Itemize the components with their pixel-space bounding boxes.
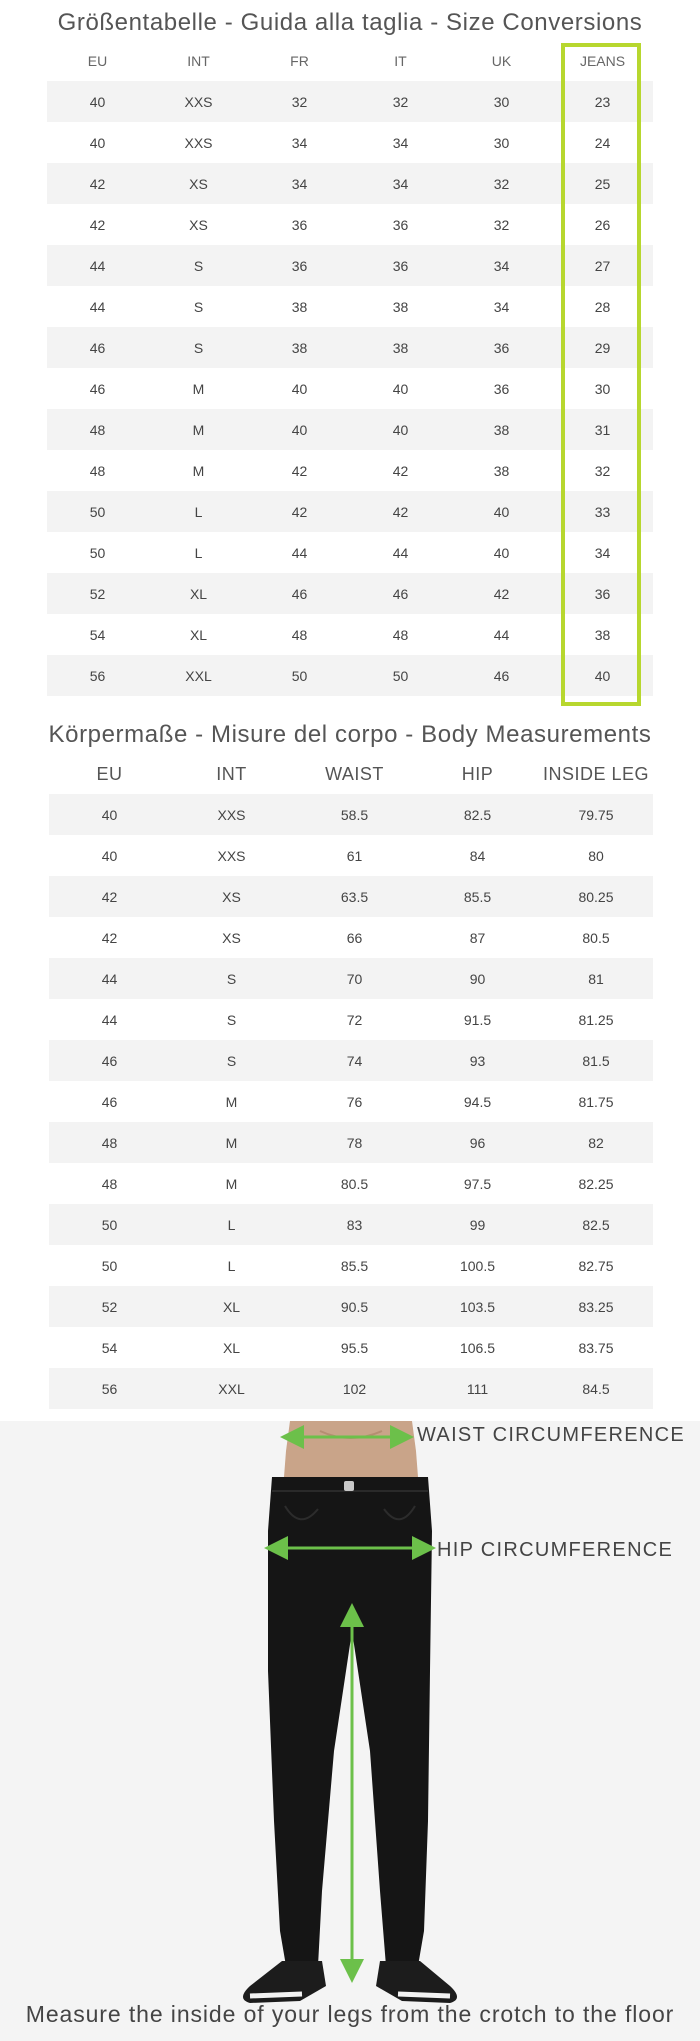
table-row [49,1122,653,1163]
table-cell: 32 [249,81,350,122]
table-cell: 38 [249,286,350,327]
table-cell: M [170,1122,293,1163]
table-cell: M [148,450,249,491]
table-cell: 80.25 [539,876,653,917]
table-cell: 82.5 [416,794,539,835]
table-cell: 80.5 [539,917,653,958]
table-cell: 83 [293,1204,416,1245]
table-cell: 61 [293,835,416,876]
table-cell: 80.5 [293,1163,416,1204]
column-header: INT [216,763,247,784]
table-cell: 79.75 [539,794,653,835]
table-cell: 48 [47,409,148,450]
table-row [47,204,653,245]
table-cell: 38 [552,614,653,655]
table-cell: S [148,245,249,286]
table-cell: 80 [539,835,653,876]
table-row [47,81,653,122]
column-header: WAIST [325,763,384,784]
table-cell: 91.5 [416,999,539,1040]
table-cell: S [170,958,293,999]
table-cell: 52 [49,1286,170,1327]
table-row [47,614,653,655]
table-row [49,958,653,999]
table-cell: 84.5 [539,1368,653,1409]
table-cell: XS [148,204,249,245]
table-cell: 46 [47,327,148,368]
table-cell: 56 [47,655,148,696]
table-row [47,409,653,450]
table-cell: 81.5 [539,1040,653,1081]
table-cell: 40 [451,532,552,573]
table-cell: 44 [249,532,350,573]
column-header: JEANS [579,53,626,69]
table-cell: 42 [49,917,170,958]
table-cell: 34 [350,163,451,204]
table-cell: XL [170,1286,293,1327]
table-cell: 66 [293,917,416,958]
table-cell: 27 [552,245,653,286]
table-cell: 70 [293,958,416,999]
table-cell: 83.25 [539,1286,653,1327]
table-cell: 44 [350,532,451,573]
table-cell: 38 [350,327,451,368]
table-row [47,532,653,573]
table-cell: 85.5 [416,876,539,917]
table-cell: 99 [416,1204,539,1245]
table-cell: 36 [249,245,350,286]
table-cell: 29 [552,327,653,368]
table-cell: 46 [49,1081,170,1122]
table-cell: 54 [47,614,148,655]
table-cell: 48 [249,614,350,655]
table-cell: 40 [552,655,653,696]
table-cell: L [148,491,249,532]
table-cell: 87 [416,917,539,958]
table-cell: 40 [451,491,552,532]
table-cell: 36 [451,327,552,368]
table-cell: 82 [539,1122,653,1163]
column-header: HIP [461,763,494,784]
table-cell: 94.5 [416,1081,539,1122]
hip-circumference-label: HIP CIRCUMFERENCE [437,1539,674,1561]
table-cell: 83.75 [539,1327,653,1368]
table-cell: 111 [416,1368,539,1409]
table-row [47,327,653,368]
waist-circumference-label: WAIST CIRCUMFERENCE [417,1424,686,1446]
table-cell: XXL [170,1368,293,1409]
table-cell: 82.5 [539,1204,653,1245]
table-cell: 90.5 [293,1286,416,1327]
table-cell: 44 [47,245,148,286]
table-cell: 30 [451,81,552,122]
table-cell: 42 [47,163,148,204]
table-cell: 40 [49,835,170,876]
table-cell: 106.5 [416,1327,539,1368]
table-cell: S [148,327,249,368]
column-header: INSIDE LEG [542,763,650,784]
table-cell: 30 [552,368,653,409]
table-cell: 28 [552,286,653,327]
table-row [47,573,653,614]
jeans-model-illustration [0,1421,700,2041]
table-cell: 103.5 [416,1286,539,1327]
table-cell: 32 [451,163,552,204]
table-cell: 50 [47,491,148,532]
table-row [47,122,653,163]
table-cell: 40 [350,368,451,409]
table-cell: 31 [552,409,653,450]
table-row [49,1081,653,1122]
table-cell: 42 [249,491,350,532]
table-cell: S [170,1040,293,1081]
table-cell: 50 [350,655,451,696]
table-row [47,368,653,409]
table-cell: 24 [552,122,653,163]
table-cell: 58.5 [293,794,416,835]
table-cell: 34 [552,532,653,573]
table-cell: 40 [49,794,170,835]
table-cell: 40 [47,81,148,122]
table-row [49,1163,653,1204]
table-row [49,1286,653,1327]
table-cell: 23 [552,81,653,122]
table-cell: 38 [451,450,552,491]
table-cell: 48 [350,614,451,655]
table-cell: 38 [451,409,552,450]
table-cell: 33 [552,491,653,532]
table-cell: XL [148,614,249,655]
table-cell: 46 [47,368,148,409]
table-cell: 81 [539,958,653,999]
table-row [47,450,653,491]
table-cell: 78 [293,1122,416,1163]
table-cell: 46 [249,573,350,614]
table-cell: XXS [148,81,249,122]
table-cell: 34 [249,163,350,204]
table-cell: 74 [293,1040,416,1081]
table-cell: 34 [451,286,552,327]
table-row [49,1327,653,1368]
table-cell: 100.5 [416,1245,539,1286]
body-measurements-title: Körpermaße - Misure del corpo - Body Measurements [48,721,652,748]
table-cell: 54 [49,1327,170,1368]
table-cell: S [148,286,249,327]
table-cell: 63.5 [293,876,416,917]
table-row [47,491,653,532]
measurement-guide-image [0,1421,700,2041]
table-cell: 46 [49,1040,170,1081]
table-cell: L [170,1245,293,1286]
table-row [47,163,653,204]
table-cell: 40 [249,368,350,409]
table-cell: 82.25 [539,1163,653,1204]
table-cell: 46 [350,573,451,614]
table-cell: 102 [293,1368,416,1409]
table-cell: S [170,999,293,1040]
table-cell: 50 [47,532,148,573]
table-row [49,876,653,917]
table-cell: 38 [249,327,350,368]
table-cell: XS [170,876,293,917]
table-cell: XXS [170,835,293,876]
table-row [49,835,653,876]
table-cell: 76 [293,1081,416,1122]
table-cell: 44 [49,958,170,999]
model-jeans [268,1477,432,1966]
table-cell: 25 [552,163,653,204]
table-cell: 48 [49,1122,170,1163]
table-cell: 40 [47,122,148,163]
table-row [49,999,653,1040]
table-row [47,245,653,286]
table-cell: 90 [416,958,539,999]
table-cell: 82.75 [539,1245,653,1286]
table-cell: M [170,1163,293,1204]
table-row [47,655,653,696]
table-cell: 32 [350,81,451,122]
table-cell: 50 [249,655,350,696]
table-cell: 36 [350,245,451,286]
table-cell: 96 [416,1122,539,1163]
table-cell: M [148,368,249,409]
table-cell: 81.25 [539,999,653,1040]
table-row [49,1040,653,1081]
table-cell: 81.75 [539,1081,653,1122]
table-cell: 48 [47,450,148,491]
table-cell: 42 [350,491,451,532]
column-header: EU [87,53,108,69]
table-cell: XXL [148,655,249,696]
table-cell: 42 [451,573,552,614]
table-cell: 52 [47,573,148,614]
table-cell: L [148,532,249,573]
column-header: UK [491,53,512,69]
table-cell: 42 [49,876,170,917]
table-cell: 46 [451,655,552,696]
table-cell: 40 [249,409,350,450]
table-cell: M [170,1081,293,1122]
table-header-row [49,754,653,794]
table-cell: XS [170,917,293,958]
table-cell: XL [148,573,249,614]
table-cell: 36 [451,368,552,409]
table-row [47,286,653,327]
size-conversions-table [47,41,653,696]
inside-leg-caption: Measure the inside of your legs from the crotch to the floor [25,2001,675,2027]
table-cell: 34 [451,245,552,286]
table-cell: 93 [416,1040,539,1081]
table-cell: 40 [350,409,451,450]
column-header: EU [96,763,123,784]
table-cell: 42 [47,204,148,245]
table-cell: 36 [552,573,653,614]
table-cell: 97.5 [416,1163,539,1204]
column-header: INT [187,53,210,69]
table-row [49,794,653,835]
table-cell: 34 [350,122,451,163]
table-cell: 84 [416,835,539,876]
table-row [49,1368,653,1409]
table-cell: XXS [170,794,293,835]
body-measurements-table [49,754,653,1409]
table-cell: 48 [49,1163,170,1204]
table-cell: XS [148,163,249,204]
model-torso [284,1421,418,1477]
table-row [49,917,653,958]
table-cell: XL [170,1327,293,1368]
table-cell: L [170,1204,293,1245]
table-cell: 42 [350,450,451,491]
table-cell: 30 [451,122,552,163]
table-cell: M [148,409,249,450]
table-cell: 38 [350,286,451,327]
table-cell: 32 [552,450,653,491]
table-cell: 42 [249,450,350,491]
table-row [49,1204,653,1245]
table-cell: 72 [293,999,416,1040]
table-cell: 85.5 [293,1245,416,1286]
table-cell: 56 [49,1368,170,1409]
size-conversions-title: Größentabelle - Guida alla taglia - Size Conversions [57,9,643,36]
table-cell: 36 [249,204,350,245]
table-cell: 36 [350,204,451,245]
column-header: FR [290,53,309,69]
table-cell: 50 [49,1245,170,1286]
table-cell: 34 [249,122,350,163]
column-header: IT [394,53,407,69]
table-cell: XXS [148,122,249,163]
table-cell: 32 [451,204,552,245]
table-cell: 50 [49,1204,170,1245]
table-cell: 26 [552,204,653,245]
table-cell: 44 [451,614,552,655]
table-cell: 44 [49,999,170,1040]
table-row [49,1245,653,1286]
table-cell: 95.5 [293,1327,416,1368]
table-header-row [47,41,653,81]
table-cell: 44 [47,286,148,327]
